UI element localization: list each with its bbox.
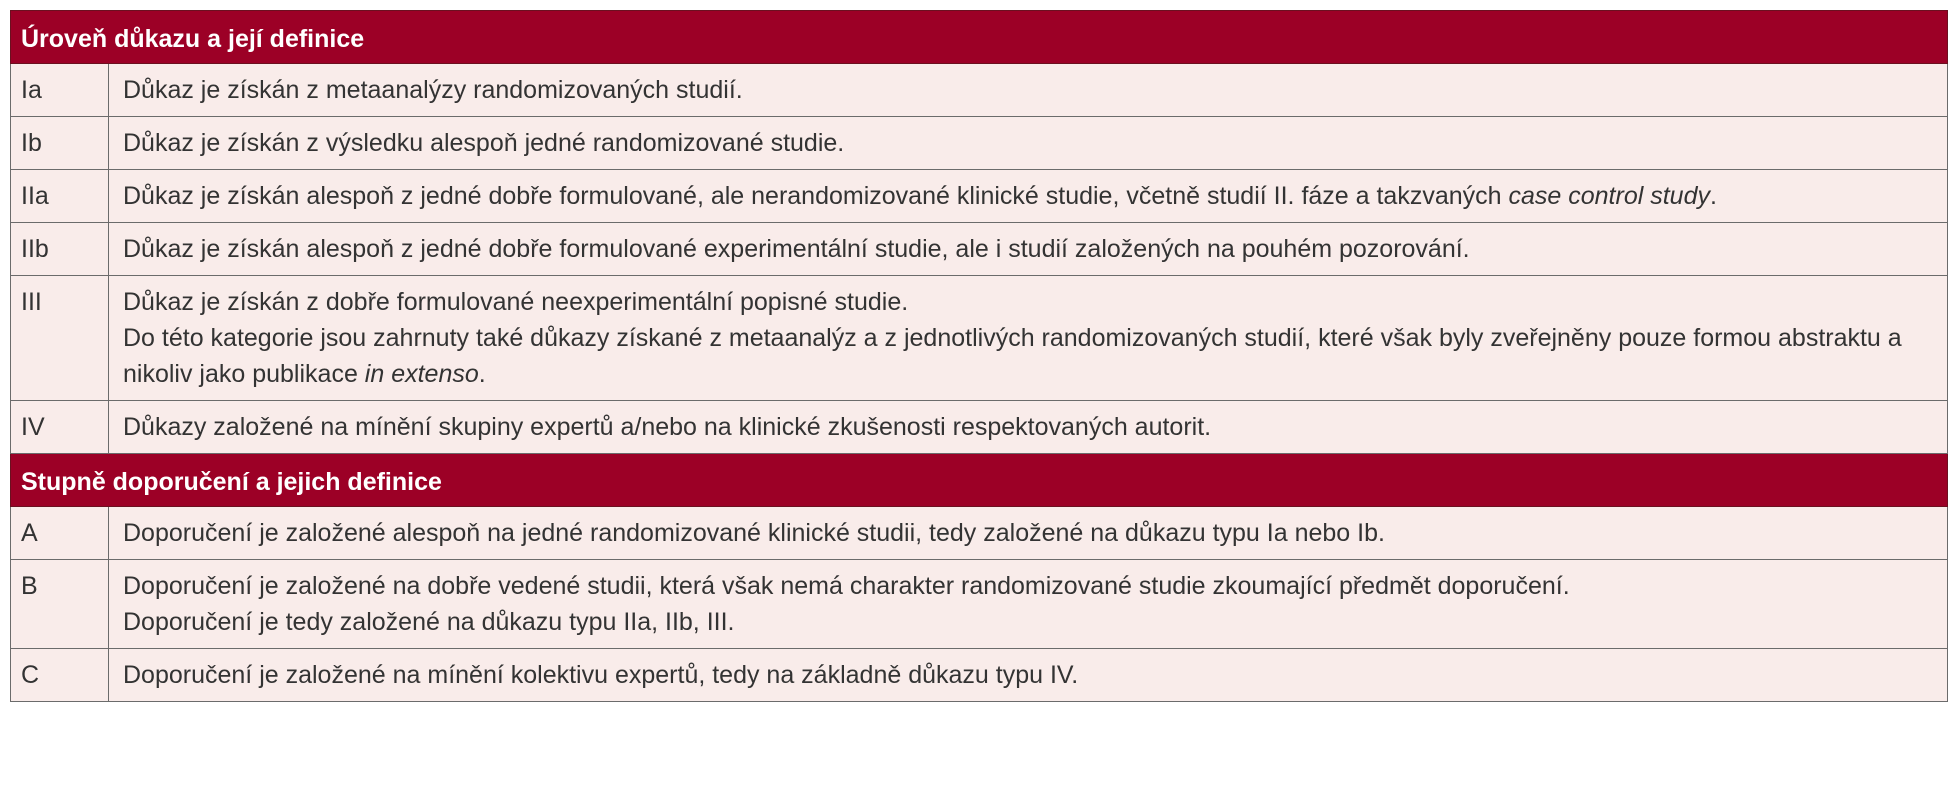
definition-line bbox=[123, 284, 1937, 320]
table-body bbox=[11, 11, 1948, 702]
definition-text: Důkaz je získán z metaanalýzy randomizovaných studií. bbox=[123, 76, 743, 104]
evidence-levels-table bbox=[10, 10, 1948, 702]
level-code-cell: IIa bbox=[11, 170, 109, 223]
definition-text: Doporučení je založené alespoň na jedné randomizované klinické studii, tedy založené na důkazu typu Ia nebo Ib. bbox=[123, 519, 1385, 547]
table-row bbox=[11, 117, 1948, 170]
definition-line bbox=[123, 604, 1937, 640]
definition-text: Doporučení je tedy založené na důkazu typu IIa, IIb, III. bbox=[123, 608, 735, 636]
level-code-cell: A bbox=[11, 507, 109, 560]
definition-line bbox=[123, 178, 1937, 214]
definition-text: Důkaz je získán alespoň z jedné dobře formulované experimentální studie, ale i studií založených na pouhém pozorování. bbox=[123, 235, 1470, 263]
table-row bbox=[11, 170, 1948, 223]
definition-trailing-punct: . bbox=[478, 360, 486, 388]
level-code-cell: III bbox=[11, 276, 109, 401]
level-code-cell: IIb bbox=[11, 223, 109, 276]
definition-line bbox=[123, 231, 1937, 267]
table-row bbox=[11, 507, 1948, 560]
definition-cell bbox=[109, 560, 1948, 649]
definition-line bbox=[123, 657, 1937, 693]
definition-cell bbox=[109, 507, 1948, 560]
definition-cell bbox=[109, 64, 1948, 117]
section-heading: Stupně doporučení a jejich definice bbox=[11, 454, 1948, 507]
definition-text: Důkaz je získán alespoň z jedné dobře formulované, ale nerandomizované klinické studie, včetně studií II. fáze a takzvaných bbox=[123, 182, 1509, 210]
definition-trailing-punct: . bbox=[1710, 182, 1717, 210]
level-code-cell: Ia bbox=[11, 64, 109, 117]
definition-cell bbox=[109, 649, 1948, 702]
definition-italic-term: case control study bbox=[1508, 182, 1710, 210]
section-heading: Úroveň důkazu a její definice bbox=[11, 11, 1948, 64]
level-code-cell: IV bbox=[11, 401, 109, 454]
definition-line bbox=[123, 320, 1937, 392]
definition-cell bbox=[109, 117, 1948, 170]
definition-cell bbox=[109, 170, 1948, 223]
definition-text: Důkaz je získán z výsledku alespoň jedné randomizované studie. bbox=[123, 129, 845, 157]
table-row bbox=[11, 649, 1948, 702]
definition-text: Doporučení je založené na mínění kolektivu expertů, tedy na základně důkazu typu IV. bbox=[123, 661, 1079, 689]
table-row bbox=[11, 64, 1948, 117]
level-code-cell: B bbox=[11, 560, 109, 649]
table-row bbox=[11, 401, 1948, 454]
definition-text: Důkazy založené na mínění skupiny expertů a/nebo na klinické zkušenosti respektovaných autorit. bbox=[123, 413, 1212, 441]
definition-italic-term: in extenso bbox=[364, 360, 479, 388]
definition-text: Doporučení je založené na dobře vedené studii, která však nemá charakter randomizované studie zkoumající předmět doporučení. bbox=[123, 572, 1570, 600]
evidence-table-container bbox=[10, 10, 1948, 702]
definition-text: Do této kategorie jsou zahrnuty také důkazy získané z metaanalýz a z jednotlivých randomizovaných studií, které však byly zveřejněny pouze formou abstraktu a nikoliv jako publikace bbox=[123, 324, 1902, 388]
definition-line bbox=[123, 568, 1937, 604]
definition-line bbox=[123, 515, 1937, 551]
section-header-row bbox=[11, 454, 1948, 507]
definition-line bbox=[123, 72, 1937, 108]
definition-cell bbox=[109, 276, 1948, 401]
definition-cell bbox=[109, 223, 1948, 276]
table-row bbox=[11, 223, 1948, 276]
level-code-cell: C bbox=[11, 649, 109, 702]
table-row bbox=[11, 560, 1948, 649]
table-row bbox=[11, 276, 1948, 401]
definition-line bbox=[123, 409, 1937, 445]
definition-text: Důkaz je získán z dobře formulované neexperimentální popisné studie. bbox=[123, 288, 909, 316]
level-code-cell: Ib bbox=[11, 117, 109, 170]
section-header-row bbox=[11, 11, 1948, 64]
definition-cell bbox=[109, 401, 1948, 454]
definition-line bbox=[123, 125, 1937, 161]
